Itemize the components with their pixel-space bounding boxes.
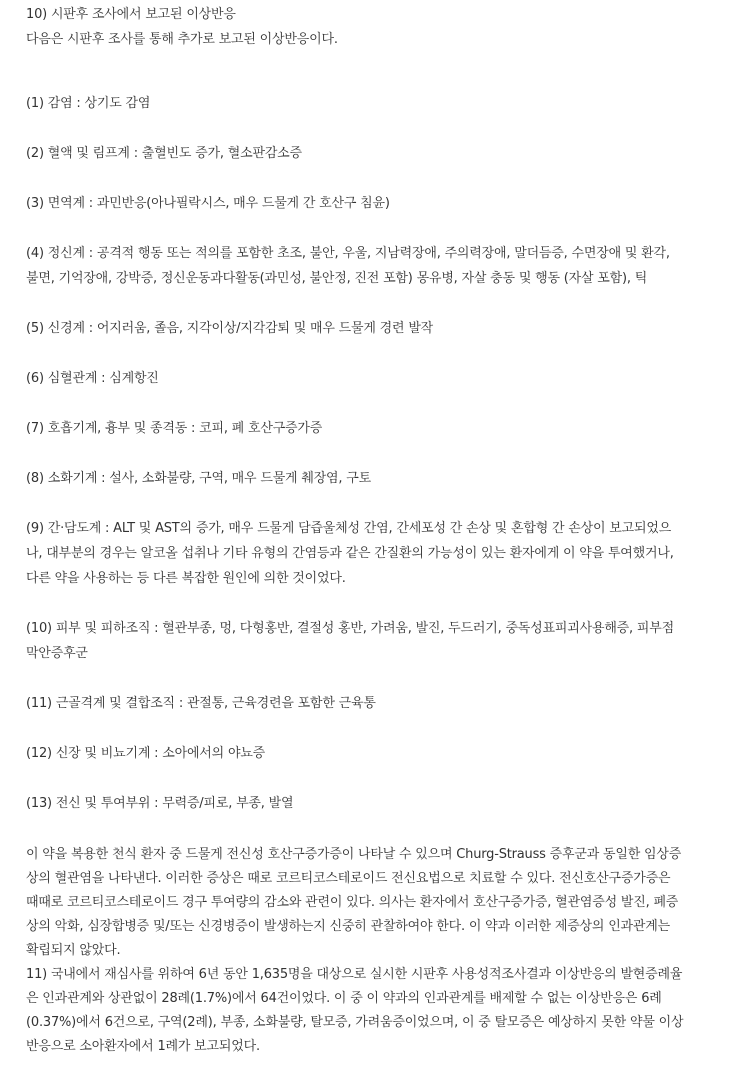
- section-11-line-1: 11) 국내에서 재심사를 위하여 6년 동안 1,635명을 대상으로 실시한 시판후 사용성적조사결과 이상반응의 발현증례율: [26, 967, 683, 982]
- item-2-blood-lymph: (2) 혈액 및 림프계 : 출혈빈도 증가, 혈소판감소증: [26, 146, 302, 161]
- item-12-renal: (12) 신장 및 비뇨기계 : 소아에서의 야뇨증: [26, 746, 266, 761]
- item-13-general: (13) 전신 및 투여부위 : 무력증/피로, 부종, 발열: [26, 796, 294, 811]
- item-9-hepatobiliary-line1: (9) 간·담도계 : ALT 및 AST의 증가, 매우 드물게 담즙울체성 간염, 간세포성 간 손상 및 혼합형 간 손상이 보고되었으: [26, 521, 672, 536]
- paragraph-line-5: 확립되지 않았다.: [26, 943, 121, 958]
- item-8-digestive: (8) 소화기계 : 설사, 소화불량, 구역, 매우 드물게 췌장염, 구토: [26, 471, 371, 486]
- section-11-line-4: 반응으로 소아환자에서 1례가 보고되었다.: [26, 1039, 260, 1054]
- item-3-immune: (3) 면역계 : 과민반응(아나필락시스, 매우 드물게 간 호산구 침윤): [26, 196, 390, 211]
- paragraph-line-4: 상의 악화, 심장합병증 및/또는 신경병증이 발생하는지 신중히 관찰하여야 한다. 이 약과 이러한 제증상의 인과관계는: [26, 919, 670, 934]
- section-10-heading: 10) 시판후 조사에서 보고된 이상반응: [26, 7, 236, 22]
- item-5-nervous: (5) 신경계 : 어지러움, 졸음, 지각이상/지각감퇴 및 매우 드물게 경련 발작: [26, 321, 434, 336]
- section-10-intro: 다음은 시판후 조사를 통해 추가로 보고된 이상반응이다.: [26, 32, 338, 47]
- item-4-psychiatric-line1: (4) 정신계 : 공격적 행동 또는 적의를 포함한 초조, 불안, 우울, 지남력장애, 주의력장애, 말더듬증, 수면장애 및 환각,: [26, 246, 670, 261]
- paragraph-line-2: 상의 혈관염을 나타낸다. 이러한 증상은 때로 코르티코스테로이드 전신요법으로 치료할 수 있다. 전신호산구증가증은: [26, 871, 671, 886]
- paragraph-line-3: 때때로 코르티코스테로이드 경구 투여량의 감소와 관련이 있다. 의사는 환자에서 호산구증가증, 혈관염증성 발진, 폐증: [26, 895, 679, 910]
- item-7-respiratory: (7) 호흡기계, 흉부 및 종격동 : 코피, 폐 호산구증가증: [26, 421, 323, 436]
- item-10-skin-line2: 막안증후군: [26, 646, 88, 661]
- item-4-psychiatric-line2: 불면, 기억장애, 강박증, 정신운동과다활동(과민성, 불안정, 진전 포함) 몽유병, 자살 충동 및 행동 (자살 포함), 틱: [26, 271, 648, 286]
- item-9-hepatobiliary-line2: 나, 대부분의 경우는 알코올 섭취나 기타 유형의 간염등과 같은 간질환의 가능성이 있는 환자에게 이 약을 투여했거나,: [26, 546, 674, 561]
- item-6-cardiovascular: (6) 심혈관계 : 심계항진: [26, 371, 159, 386]
- item-10-skin-line1: (10) 피부 및 피하조직 : 혈관부종, 멍, 다형홍반, 결절성 홍반, 가려움, 발진, 두드러기, 중독성표피괴사용해증, 피부점: [26, 621, 674, 636]
- section-11-line-3: (0.37%)에서 6건으로, 구역(2례), 부종, 소화불량, 탈모증, 가려움증이었으며, 이 중 탈모증은 예상하지 못한 약물 이상: [26, 1015, 684, 1030]
- item-1-infection: (1) 감염 : 상기도 감염: [26, 96, 151, 111]
- section-11-line-2: 은 인과관계와 상관없이 28례(1.7%)에서 64건이었다. 이 중 이 약과의 인과관계를 배제할 수 없는 이상반응은 6례: [26, 991, 662, 1006]
- item-11-musculoskeletal: (11) 근골격계 및 결합조직 : 관절통, 근육경련을 포함한 근육통: [26, 696, 376, 711]
- paragraph-line-1: 이 약을 복용한 천식 환자 중 드물게 전신성 호산구증가증이 나타날 수 있으며 Churg-Strauss 증후군과 동일한 임상증: [26, 847, 682, 862]
- item-9-hepatobiliary-line3: 다른 약을 사용하는 등 다른 복잡한 원인에 의한 것이었다.: [26, 571, 346, 586]
